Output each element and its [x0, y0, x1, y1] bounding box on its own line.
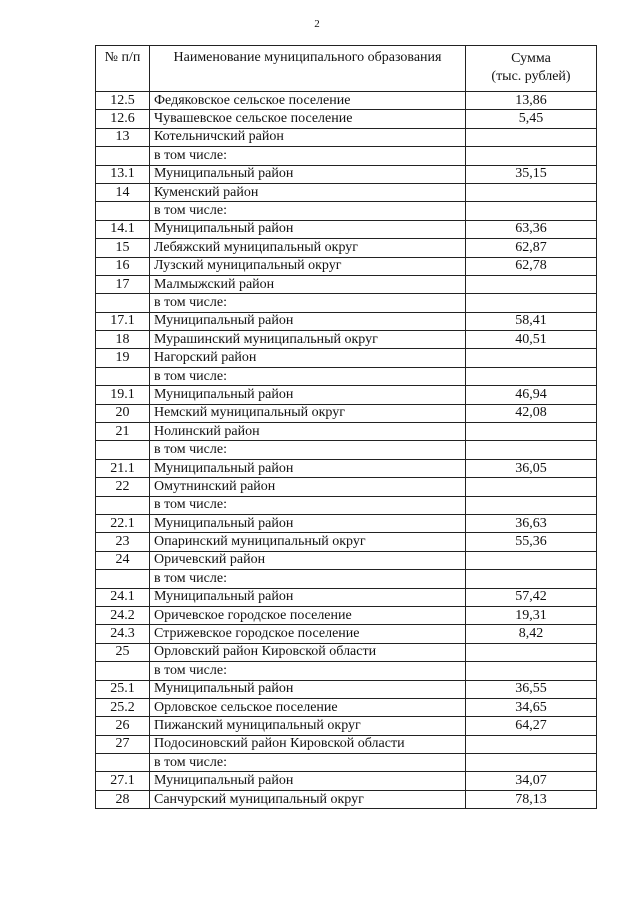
row-number: [96, 496, 150, 514]
table-row: [96, 367, 597, 385]
table-row: [96, 441, 597, 459]
table-row: [96, 570, 597, 588]
row-sum: [466, 147, 597, 165]
row-sum: 36,55: [466, 680, 597, 698]
row-name: в том числе:: [150, 496, 466, 514]
row-number: 25.2: [96, 698, 150, 716]
row-name: Муниципальный район: [150, 165, 466, 183]
row-sum: [466, 128, 597, 146]
row-name: Муниципальный район: [150, 588, 466, 606]
row-sum: [466, 478, 597, 496]
row-number: 12.6: [96, 110, 150, 128]
row-name: Муниципальный район: [150, 386, 466, 404]
row-sum: [466, 294, 597, 312]
row-sum: 62,87: [466, 239, 597, 257]
row-sum: [466, 183, 597, 201]
table-row: [96, 220, 597, 238]
row-name: Нагорский район: [150, 349, 466, 367]
table-row: [96, 772, 597, 790]
row-number: 17.1: [96, 312, 150, 330]
row-number: 24.3: [96, 625, 150, 643]
row-name: в том числе:: [150, 441, 466, 459]
table-row: [96, 202, 597, 220]
row-name: Чувашевское сельское поселение: [150, 110, 466, 128]
row-number: 17: [96, 275, 150, 293]
row-name: Муниципальный район: [150, 220, 466, 238]
row-number: 24: [96, 551, 150, 569]
table-row: [96, 257, 597, 275]
table-row: [96, 680, 597, 698]
row-number: 12.5: [96, 92, 150, 110]
row-number: 14: [96, 183, 150, 201]
row-name: Муниципальный район: [150, 772, 466, 790]
row-number: 19: [96, 349, 150, 367]
row-number: 27.1: [96, 772, 150, 790]
row-number: 20: [96, 404, 150, 422]
row-number: 21.1: [96, 459, 150, 477]
row-name: Лебяжский муниципальный округ: [150, 239, 466, 257]
row-number: 13: [96, 128, 150, 146]
row-name: Немский муниципальный округ: [150, 404, 466, 422]
row-name: в том числе:: [150, 570, 466, 588]
row-number: [96, 441, 150, 459]
row-sum: [466, 662, 597, 680]
row-name: Муниципальный район: [150, 312, 466, 330]
table-row: [96, 459, 597, 477]
header-name: Наименование муниципального образования: [150, 46, 466, 92]
row-name: в том числе:: [150, 662, 466, 680]
table-row: [96, 625, 597, 643]
row-number: [96, 754, 150, 772]
row-sum: 64,27: [466, 717, 597, 735]
row-name: в том числе:: [150, 294, 466, 312]
table-row: [96, 754, 597, 772]
table-row: [96, 312, 597, 330]
table-row: [96, 92, 597, 110]
row-sum: [466, 496, 597, 514]
row-sum: 13,86: [466, 92, 597, 110]
table-row: [96, 717, 597, 735]
row-sum: 34,65: [466, 698, 597, 716]
table-row: [96, 423, 597, 441]
header-number: № п/п: [96, 46, 150, 92]
row-number: 13.1: [96, 165, 150, 183]
table-row: [96, 183, 597, 201]
table-row: [96, 147, 597, 165]
row-name: Федяковское сельское поселение: [150, 92, 466, 110]
page-number: 2: [314, 18, 320, 30]
row-name: Омутнинский район: [150, 478, 466, 496]
row-number: [96, 570, 150, 588]
row-number: [96, 202, 150, 220]
table-row: [96, 128, 597, 146]
row-sum: 62,78: [466, 257, 597, 275]
allocation-table: [95, 45, 597, 809]
table-row: [96, 349, 597, 367]
row-name: Пижанский муниципальный округ: [150, 717, 466, 735]
table-row: [96, 386, 597, 404]
row-number: 14.1: [96, 220, 150, 238]
row-number: 24.2: [96, 606, 150, 624]
row-sum: 36,05: [466, 459, 597, 477]
row-name: Лузский муниципальный округ: [150, 257, 466, 275]
table-row: [96, 404, 597, 422]
row-sum: 36,63: [466, 514, 597, 532]
row-number: 22: [96, 478, 150, 496]
row-name: Мурашинский муниципальный округ: [150, 331, 466, 349]
row-sum: 5,45: [466, 110, 597, 128]
row-number: 21: [96, 423, 150, 441]
row-number: 19.1: [96, 386, 150, 404]
row-name: в том числе:: [150, 147, 466, 165]
table-row: [96, 165, 597, 183]
row-number: 25: [96, 643, 150, 661]
table-row: [96, 239, 597, 257]
row-number: [96, 294, 150, 312]
row-sum: [466, 367, 597, 385]
table-row: [96, 643, 597, 661]
row-name: Санчурский муниципальный округ: [150, 790, 466, 808]
row-name: Муниципальный район: [150, 680, 466, 698]
table-row: [96, 514, 597, 532]
table-row: [96, 294, 597, 312]
row-sum: 19,31: [466, 606, 597, 624]
row-name: Котельничский район: [150, 128, 466, 146]
table-row: [96, 698, 597, 716]
table-row: [96, 110, 597, 128]
row-name: Орловское сельское поселение: [150, 698, 466, 716]
row-sum: 58,41: [466, 312, 597, 330]
row-name: в том числе:: [150, 754, 466, 772]
row-sum: [466, 754, 597, 772]
row-sum: 57,42: [466, 588, 597, 606]
header-sum-unit: (тыс. рублей): [491, 69, 571, 84]
table-row: [96, 606, 597, 624]
row-name: Стрижевское городское поселение: [150, 625, 466, 643]
row-name: Муниципальный район: [150, 459, 466, 477]
row-sum: [466, 275, 597, 293]
row-sum: 35,15: [466, 165, 597, 183]
table-header-row: [96, 46, 597, 92]
table-row: [96, 588, 597, 606]
row-sum: 40,51: [466, 331, 597, 349]
row-sum: 63,36: [466, 220, 597, 238]
row-name: Подосиновский район Кировской области: [150, 735, 466, 753]
table-row: [96, 662, 597, 680]
header-sum-title: Сумма: [511, 51, 551, 66]
table-row: [96, 735, 597, 753]
table-row: [96, 478, 597, 496]
row-sum: 46,94: [466, 386, 597, 404]
row-sum: [466, 551, 597, 569]
row-sum: [466, 202, 597, 220]
row-sum: [466, 735, 597, 753]
row-sum: [466, 423, 597, 441]
row-number: 27: [96, 735, 150, 753]
table-row: [96, 275, 597, 293]
row-name: Орловский район Кировской области: [150, 643, 466, 661]
header-sum: [466, 46, 597, 92]
row-sum: 34,07: [466, 772, 597, 790]
row-sum: 55,36: [466, 533, 597, 551]
row-name: Куменский район: [150, 183, 466, 201]
table-row: [96, 533, 597, 551]
row-number: 23: [96, 533, 150, 551]
row-sum: 78,13: [466, 790, 597, 808]
row-number: [96, 662, 150, 680]
row-name: Оричевское городское поселение: [150, 606, 466, 624]
row-number: [96, 147, 150, 165]
row-number: 25.1: [96, 680, 150, 698]
row-number: 28: [96, 790, 150, 808]
row-name: Оричевский район: [150, 551, 466, 569]
table-row: [96, 331, 597, 349]
row-sum: 8,42: [466, 625, 597, 643]
row-number: 18: [96, 331, 150, 349]
row-number: 16: [96, 257, 150, 275]
table-body: [96, 92, 597, 809]
row-number: [96, 367, 150, 385]
row-name: Муниципальный район: [150, 514, 466, 532]
row-sum: [466, 570, 597, 588]
row-sum: 42,08: [466, 404, 597, 422]
row-sum: [466, 349, 597, 367]
table-row: [96, 790, 597, 808]
row-number: 26: [96, 717, 150, 735]
row-number: 24.1: [96, 588, 150, 606]
row-number: 15: [96, 239, 150, 257]
row-name: Нолинский район: [150, 423, 466, 441]
table-row: [96, 551, 597, 569]
row-name: в том числе:: [150, 202, 466, 220]
row-name: Опаринский муниципальный округ: [150, 533, 466, 551]
row-sum: [466, 441, 597, 459]
table-row: [96, 496, 597, 514]
row-name: Малмыжский район: [150, 275, 466, 293]
row-name: в том числе:: [150, 367, 466, 385]
row-sum: [466, 643, 597, 661]
row-number: 22.1: [96, 514, 150, 532]
